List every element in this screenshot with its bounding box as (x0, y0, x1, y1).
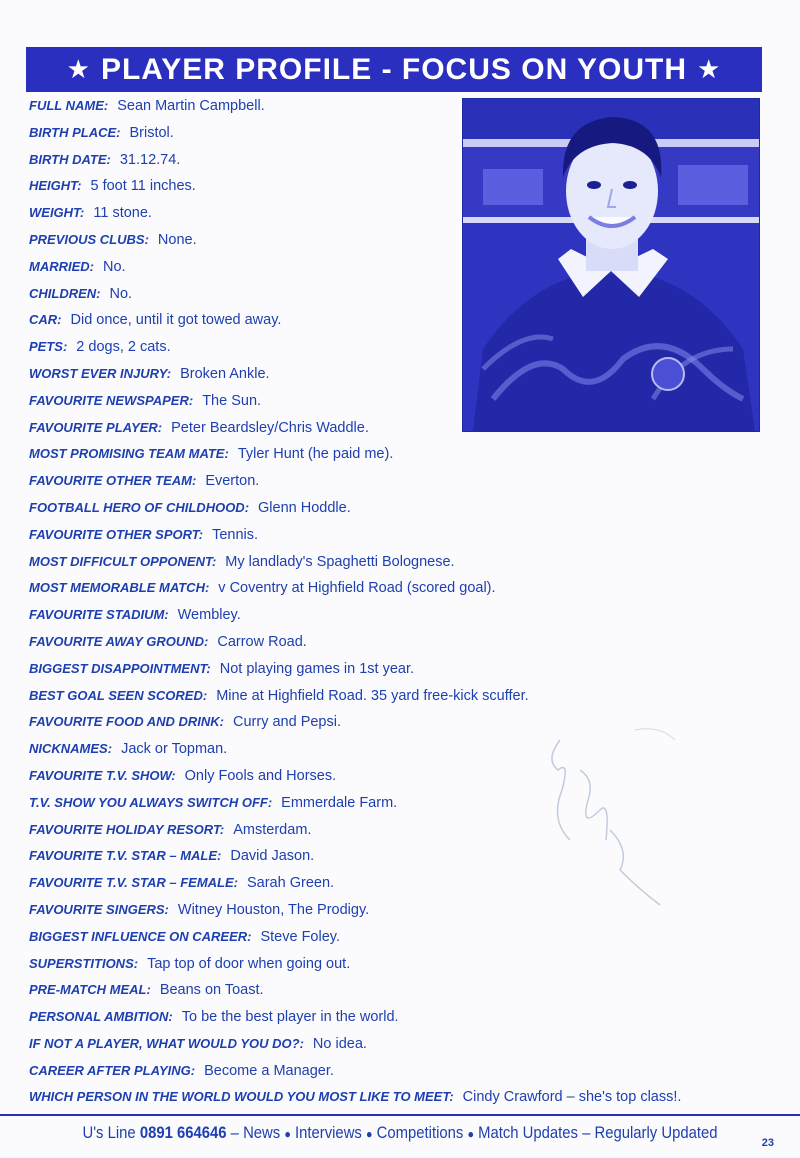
profile-value: Peter Beardsley/Chris Waddle. (171, 419, 369, 436)
profile-label: FAVOURITE T.V. STAR – MALE: (29, 848, 222, 864)
profile-row (29, 549, 769, 576)
profile-label: FAVOURITE SINGERS: (29, 901, 169, 917)
profile-row (29, 951, 769, 978)
profile-row (29, 1058, 769, 1085)
profile-row (29, 1084, 769, 1111)
profile-value: Emmerdale Farm. (281, 794, 398, 811)
profile-list (29, 93, 769, 1111)
profile-label: NICKNAMES: (29, 741, 113, 757)
profile-value: v Coventry at Highfield Road (scored goal). (218, 580, 496, 597)
profile-value: No idea. (312, 1035, 367, 1052)
profile-value: Carrow Road. (217, 633, 307, 650)
profile-row (29, 147, 769, 174)
autograph-signature (540, 720, 680, 910)
profile-row (29, 1031, 769, 1058)
footer-item-match-updates: Match Updates – Regularly Updated (478, 1124, 718, 1142)
profile-label: FAVOURITE OTHER TEAM: (29, 473, 197, 489)
profile-value: Glenn Hoddle. (258, 499, 351, 516)
bullet-icon: ● (467, 1127, 474, 1141)
profile-value: Tyler Hunt (he paid me). (237, 446, 394, 463)
profile-row (29, 307, 769, 334)
profile-value: None. (157, 231, 197, 248)
footer-dash: – (226, 1124, 244, 1142)
profile-row (29, 361, 769, 388)
profile-row (29, 227, 769, 254)
profile-label: FULL NAME: (29, 98, 109, 113)
profile-label: MOST MEMORABLE MATCH: (29, 580, 210, 596)
footer-prefix: U's Line (82, 1124, 140, 1142)
profile-value: Wembley. (177, 607, 241, 624)
profile-value: 11 stone. (93, 205, 152, 222)
profile-row (29, 924, 769, 951)
profile-row (29, 388, 769, 415)
profile-label: WORST EVER INJURY: (29, 365, 172, 381)
footer (40, 1124, 760, 1143)
page-number: 23 (761, 1137, 774, 1149)
profile-label: SUPERSTITIONS: (29, 955, 139, 971)
profile-row (29, 254, 769, 281)
profile-label: FAVOURITE PLAYER: (29, 419, 163, 435)
profile-label: PREVIOUS CLUBS: (29, 231, 149, 247)
profile-value: 31.12.74. (119, 151, 181, 168)
profile-label: MOST DIFFICULT OPPONENT: (29, 553, 217, 569)
profile-value: Tap top of door when going out. (147, 955, 351, 972)
profile-row (29, 334, 769, 361)
profile-label: FAVOURITE HOLIDAY RESORT: (29, 821, 225, 837)
profile-row (29, 575, 769, 602)
profile-row (29, 656, 769, 683)
profile-label: PRE-MATCH MEAL: (29, 982, 151, 998)
profile-label: WHICH PERSON IN THE WORLD WOULD YOU MOST LIKE TO MEET: (29, 1089, 454, 1105)
profile-value: The Sun. (202, 392, 262, 409)
profile-value: Sarah Green. (246, 875, 335, 892)
profile-label: IF NOT A PLAYER, WHAT WOULD YOU DO?: (29, 1035, 304, 1051)
profile-value: Steve Foley. (260, 928, 340, 945)
profile-value: Tennis. (212, 526, 259, 543)
profile-value: No. (109, 285, 133, 302)
profile-value: 5 foot 11 inches. (90, 178, 196, 195)
profile-label: FAVOURITE NEWSPAPER: (29, 392, 194, 408)
profile-label: FAVOURITE AWAY GROUND: (29, 633, 209, 649)
profile-value: No. (103, 258, 126, 275)
profile-value: 2 dogs, 2 cats. (76, 339, 171, 356)
bullet-icon: ● (284, 1127, 291, 1141)
profile-label: WEIGHT: (29, 205, 85, 221)
profile-label: MARRIED: (29, 258, 94, 274)
profile-value: Only Fools and Horses. (184, 767, 337, 784)
profile-label: PERSONAL AMBITION: (29, 1009, 173, 1025)
title-banner (28, 49, 760, 90)
profile-label: BIGGEST DISAPPOINTMENT: (29, 660, 211, 676)
footer-item-news: News (243, 1124, 281, 1142)
profile-label: CHILDREN: (29, 285, 101, 301)
footer-rule (0, 1114, 800, 1116)
profile-value: Amsterdam. (233, 821, 312, 838)
profile-value: Sean Martin Campbell. (117, 98, 265, 114)
profile-value: Curry and Pepsi. (233, 714, 341, 731)
profile-row (29, 93, 769, 120)
profile-value: Beans on Toast. (159, 982, 264, 999)
profile-value: Broken Ankle. (180, 365, 270, 382)
profile-value: My landlady's Spaghetti Bolognese. (225, 553, 455, 570)
profile-value: Become a Manager. (204, 1062, 334, 1079)
star-icon: ★ (697, 54, 722, 84)
profile-value: Jack or Topman. (121, 741, 228, 758)
profile-label: PETS: (29, 339, 68, 355)
profile-value: Cindy Crawford – she's top class!. (462, 1089, 682, 1106)
profile-value: Not playing games in 1st year. (219, 660, 415, 677)
profile-label: FAVOURITE FOOD AND DRINK: (29, 714, 224, 730)
footer-item-interviews: Interviews (294, 1124, 362, 1142)
profile-value: Did once, until it got towed away. (70, 312, 282, 329)
profile-row (29, 629, 769, 656)
profile-row (29, 173, 769, 200)
profile-label: CAREER AFTER PLAYING: (29, 1062, 196, 1078)
profile-value: Bristol. (129, 124, 174, 141)
profile-row (29, 1004, 769, 1031)
footer-item-competitions: Competitions (376, 1124, 464, 1142)
profile-row (29, 602, 769, 629)
profile-value: David Jason. (230, 848, 315, 865)
profile-label: BEST GOAL SEEN SCORED: (29, 687, 208, 703)
profile-row (29, 495, 769, 522)
profile-label: CAR: (29, 312, 62, 328)
profile-row (29, 468, 769, 495)
profile-label: FAVOURITE OTHER SPORT: (29, 526, 204, 542)
profile-row (29, 200, 769, 227)
profile-row (29, 120, 769, 147)
profile-label: MOST PROMISING TEAM MATE: (29, 446, 229, 462)
profile-label: BIGGEST INFLUENCE ON CAREER: (29, 928, 252, 944)
star-icon: ★ (66, 54, 91, 84)
profile-value: To be the best player in the world. (181, 1009, 399, 1026)
profile-value: Witney Houston, The Prodigy. (177, 901, 370, 918)
profile-label: T.V. SHOW YOU ALWAYS SWITCH OFF: (29, 794, 273, 810)
profile-label: FAVOURITE T.V. STAR – FEMALE: (29, 875, 238, 891)
profile-label: FAVOURITE STADIUM: (29, 607, 169, 623)
bullet-icon: ● (365, 1127, 373, 1141)
profile-label: FAVOURITE T.V. SHOW: (29, 767, 176, 783)
profile-row (29, 281, 769, 308)
profile-label: BIRTH PLACE: (29, 124, 121, 140)
profile-label: BIRTH DATE: (29, 151, 111, 167)
footer-phone: 0891 664646 (139, 1124, 227, 1142)
profile-row (29, 441, 769, 468)
page-title: PLAYER PROFILE - FOCUS ON YOUTH (100, 52, 688, 86)
profile-row (29, 683, 769, 710)
profile-value: Mine at Highfield Road. 35 yard free-kick scuffer. (216, 687, 529, 704)
profile-value: Everton. (205, 473, 260, 490)
profile-row (29, 415, 769, 442)
profile-row (29, 977, 769, 1004)
profile-row (29, 522, 769, 549)
profile-label: HEIGHT: (29, 178, 82, 194)
profile-label: FOOTBALL HERO OF CHILDHOOD: (29, 499, 250, 515)
